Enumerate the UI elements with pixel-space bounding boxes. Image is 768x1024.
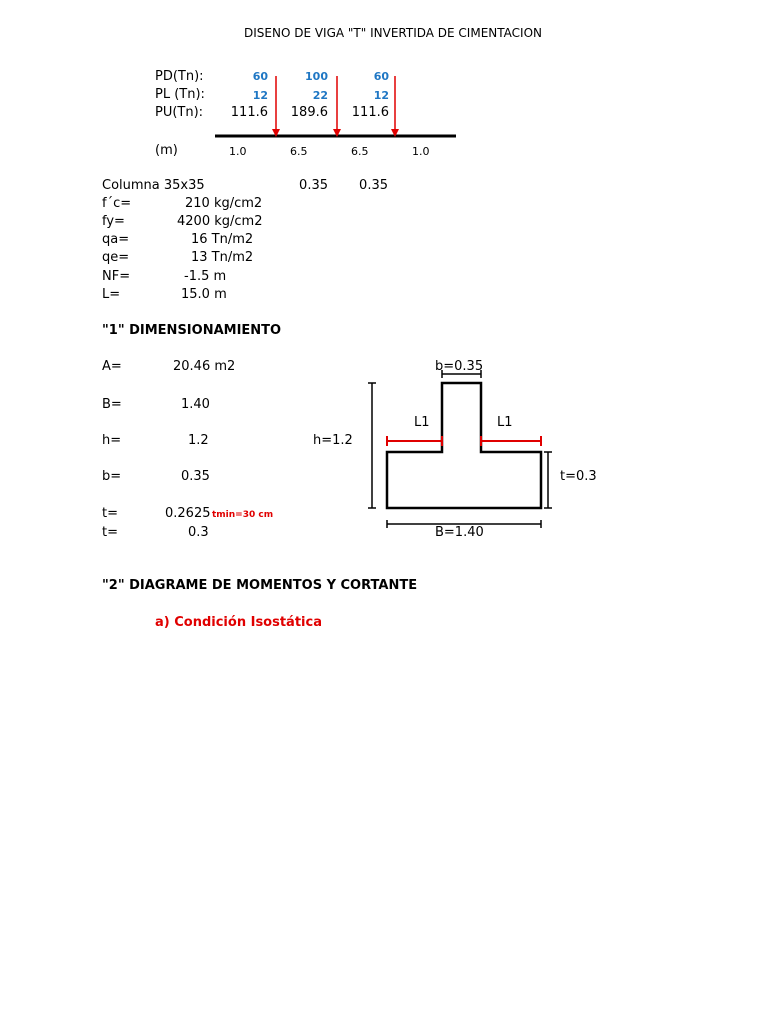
- column-label: Columna 35x35: [102, 178, 205, 193]
- t-section-outline: [387, 383, 541, 508]
- t2-label: t=: [102, 525, 118, 540]
- section-2-subheading: a) Condición Isostática: [155, 615, 322, 630]
- pl-value-3: 12: [373, 89, 389, 102]
- a-value: 20.46 m2: [173, 359, 236, 374]
- diagram-l1-right-label: L1: [497, 415, 513, 430]
- b-upper-label: B=: [102, 397, 122, 412]
- h-value: 1.2: [188, 433, 209, 448]
- section-2-heading: "2" DIAGRAME DE MOMENTOS Y CORTANTE: [102, 578, 418, 593]
- pu-value-1: 111.6: [230, 105, 268, 120]
- t1-value: 0.2625: [165, 506, 211, 521]
- param-qe-label: qe=: [102, 250, 130, 265]
- pl-value-2: 22: [312, 89, 328, 102]
- diagram-b-label: b=0.35: [435, 359, 484, 374]
- param-l-label: L=: [102, 287, 121, 302]
- pd-value-3: 60: [373, 70, 389, 83]
- param-fy-value: 4200 kg/cm2: [177, 214, 263, 229]
- diagram-b-base-label: B=1.40: [435, 525, 484, 540]
- pd-value-2: 100: [305, 70, 328, 83]
- t1-label: t=: [102, 506, 118, 521]
- pd-label: PD(Tn):: [155, 69, 204, 84]
- span-4: 1.0: [412, 145, 430, 158]
- param-qa-value: 16 Tn/m2: [191, 232, 254, 247]
- param-nf-label: NF=: [102, 269, 131, 284]
- param-qa-label: qa=: [102, 232, 130, 247]
- span-2: 6.5: [290, 145, 308, 158]
- param-fy-label: fy=: [102, 214, 125, 229]
- pl-label: PL (Tn):: [155, 87, 205, 102]
- section-1-heading: "1" DIMENSIONAMIENTO: [102, 323, 282, 338]
- pd-value-1: 60: [252, 70, 268, 83]
- l1-left-dimension: [387, 436, 442, 446]
- a-label: A=: [102, 359, 122, 374]
- span-1: 1.0: [229, 145, 247, 158]
- b-lower-value: 0.35: [181, 469, 210, 484]
- tmin-note: tmin=30 cm: [212, 510, 274, 520]
- param-fc-value: 210 kg/cm2: [185, 196, 263, 211]
- b-upper-value: 1.40: [181, 397, 210, 412]
- t2-value: 0.3: [188, 525, 209, 540]
- diagram-h-label: h=1.2: [313, 433, 353, 448]
- span-3: 6.5: [351, 145, 369, 158]
- param-fc-label: f´c=: [102, 196, 132, 211]
- diagram-l1-left-label: L1: [414, 415, 430, 430]
- column-dim-1: 0.35: [299, 178, 328, 193]
- pl-value-1: 12: [252, 89, 268, 102]
- page-title: DISENO DE VIGA "T" INVERTIDA DE CIMENTACION: [243, 26, 542, 40]
- pu-label: PU(Tn):: [155, 105, 204, 120]
- pu-value-3: 111.6: [351, 105, 389, 120]
- param-l-value: 15.0 m: [181, 287, 227, 302]
- pu-value-2: 189.6: [290, 105, 328, 120]
- column-dim-2: 0.35: [359, 178, 388, 193]
- h-label: h=: [102, 433, 122, 448]
- param-qe-value: 13 Tn/m2: [191, 250, 254, 265]
- diagram-t-label: t=0.3: [560, 469, 597, 484]
- b-lower-label: b=: [102, 469, 122, 484]
- param-nf-value: -1.5 m: [184, 269, 227, 284]
- l1-right-dimension: [481, 436, 541, 446]
- meters-label: (m): [155, 143, 178, 158]
